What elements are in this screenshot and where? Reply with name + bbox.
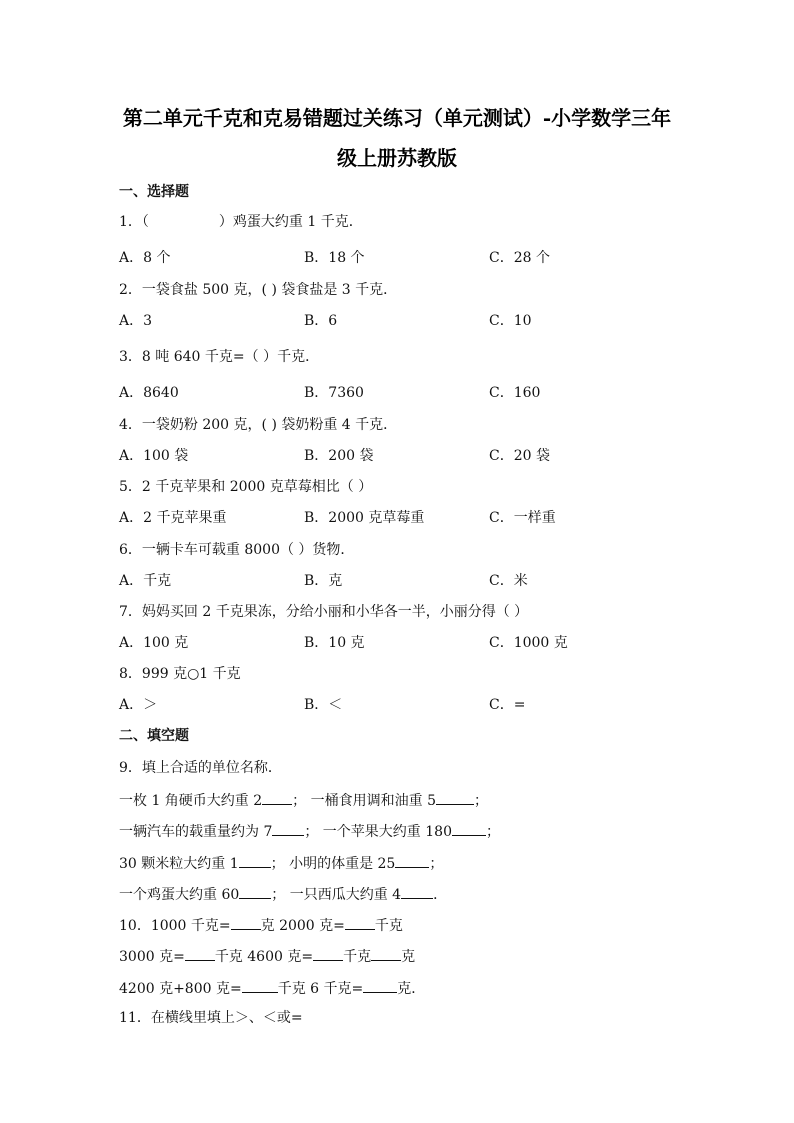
- q4-option-c[interactable]: C．20 袋: [489, 448, 550, 464]
- q3-option-a[interactable]: A．8640: [119, 385, 179, 401]
- question-7: 7．妈妈买回 2 千克果冻，分给小丽和小华各一半，小丽分得（ ）: [119, 604, 529, 620]
- fill-blank[interactable]: [239, 884, 271, 899]
- q10-l3-text-b: 千克 6 千克=: [277, 981, 364, 997]
- question-1-post: ）鸡蛋大约重 1 千克．: [218, 214, 363, 230]
- q10-l2-text-d: 克: [401, 949, 416, 965]
- fill-blank[interactable]: [452, 821, 486, 836]
- q8-option-c[interactable]: C．=: [489, 697, 526, 713]
- fill-blank[interactable]: [401, 884, 433, 899]
- q6-option-c[interactable]: C．米: [489, 573, 528, 589]
- q9-l2-text-c: ；: [485, 824, 500, 840]
- q2-option-c[interactable]: C．10: [489, 313, 532, 329]
- fill-blank[interactable]: [345, 915, 375, 930]
- fill-blank[interactable]: [262, 790, 292, 805]
- q8-option-a[interactable]: A．＞: [119, 697, 158, 713]
- fill-blank[interactable]: [436, 790, 474, 805]
- question-2: 2．一袋食盐 500 克，( ) 袋食盐是 3 千克．: [119, 282, 398, 298]
- question-10-line-1: [119, 915, 403, 935]
- q3-option-c[interactable]: C．160: [489, 385, 541, 401]
- fill-blank[interactable]: [363, 978, 397, 993]
- q4-option-b[interactable]: B．200 袋: [304, 448, 374, 464]
- question-6: 6．一辆卡车可载重 8000（ ）货物．: [119, 542, 355, 558]
- q7-option-b[interactable]: B．10 克: [304, 635, 365, 651]
- q10-l1-text-b: 克 2000 克=: [260, 918, 345, 934]
- q1-option-a[interactable]: A．8 个: [119, 250, 171, 266]
- q4-option-a[interactable]: A．100 袋: [119, 448, 189, 464]
- q8-option-b[interactable]: B．＜: [304, 697, 343, 713]
- fill-blank[interactable]: [239, 853, 271, 868]
- q9-l3-text-a: 30 颗米粒大约重 1: [119, 856, 239, 872]
- question-4: 4．一袋奶粉 200 克，( ) 袋奶粉重 4 千克．: [119, 417, 398, 433]
- q10-l2-text-b: 千克 4600 克=: [214, 949, 314, 965]
- q5-option-b[interactable]: B．2000 克草莓重: [304, 510, 425, 526]
- question-9-line-3: [119, 853, 443, 873]
- question-9-line-1: [119, 790, 488, 810]
- fill-blank[interactable]: [231, 915, 261, 930]
- q2-option-b[interactable]: B．6: [304, 313, 338, 329]
- q2-option-a[interactable]: A．3: [119, 313, 153, 329]
- q1-option-b[interactable]: B．18 个: [304, 250, 365, 266]
- q5-option-c[interactable]: C．一样重: [489, 510, 556, 526]
- q9-l1-text-a: 一枚 1 角硬币大约重 2: [119, 793, 263, 809]
- question-5: 5．2 千克苹果和 2000 克草莓相比（ ）: [119, 479, 373, 495]
- fill-blank[interactable]: [371, 946, 401, 961]
- question-3: 3．8 吨 640 千克=（ ）千克．: [119, 349, 320, 365]
- fill-blank[interactable]: [395, 853, 429, 868]
- q1-option-c[interactable]: C．28 个: [489, 250, 550, 266]
- q10-l3-text-a: 4200 克+800 克=: [119, 981, 242, 997]
- q9-l4-text-b: ； 一只西瓜大约重 4: [271, 887, 402, 903]
- q9-l1-text-b: ； 一桶食用调和油重 5: [292, 793, 436, 809]
- question-9-head: 9．填上合适的单位名称．: [119, 760, 282, 776]
- q7-option-c[interactable]: C．1000 克: [489, 635, 568, 651]
- q6-option-a[interactable]: A．千克: [119, 573, 172, 589]
- q9-l1-text-c: ；: [473, 793, 488, 809]
- question-9-line-4: [119, 884, 447, 904]
- question-1-pre: 1．（: [119, 214, 149, 230]
- q9-l2-text-a: 一辆汽车的载重量约为 7: [119, 824, 273, 840]
- question-10-line-3: [119, 978, 425, 998]
- section-heading-choice: 一、选择题: [119, 184, 189, 200]
- fill-blank[interactable]: [272, 821, 304, 836]
- q7-option-a[interactable]: A．100 克: [119, 635, 189, 651]
- q9-l4-text-a: 一个鸡蛋大约重 60: [119, 887, 240, 903]
- q6-option-b[interactable]: B．克: [304, 573, 343, 589]
- question-11: 11．在横线里填上＞、＜或=: [119, 1010, 303, 1026]
- q10-l1-text-a: 10．1000 千克=: [119, 918, 231, 934]
- document-title-line1: 第二单元千克和克易错题过关练习（单元测试）-小学数学三年: [122, 106, 672, 130]
- q10-l2-text-c: 千克: [343, 949, 372, 965]
- q10-l3-text-c: 克．: [397, 981, 426, 997]
- section-heading-fill: 二、填空题: [119, 728, 189, 744]
- question-1: [119, 213, 363, 231]
- q5-option-a[interactable]: A．2 千克苹果重: [119, 510, 227, 526]
- question-10-line-2: [119, 946, 415, 966]
- document-title-line2: 级上册苏教版: [337, 146, 457, 170]
- q9-l2-text-b: ； 一个苹果大约重 180: [304, 824, 452, 840]
- q10-l1-text-c: 千克: [374, 918, 403, 934]
- q10-l2-text-a: 3000 克=: [119, 949, 185, 965]
- q3-option-b[interactable]: B．7360: [304, 385, 364, 401]
- q9-l3-text-c: ；: [429, 856, 444, 872]
- q9-l3-text-b: ； 小明的体重是 25: [270, 856, 396, 872]
- fill-blank[interactable]: [185, 946, 215, 961]
- question-9-line-2: [119, 821, 500, 841]
- fill-blank[interactable]: [313, 946, 343, 961]
- q9-l4-text-c: ．: [433, 887, 448, 903]
- fill-blank[interactable]: [242, 978, 278, 993]
- question-8: 8．999 克○1 千克: [119, 666, 241, 682]
